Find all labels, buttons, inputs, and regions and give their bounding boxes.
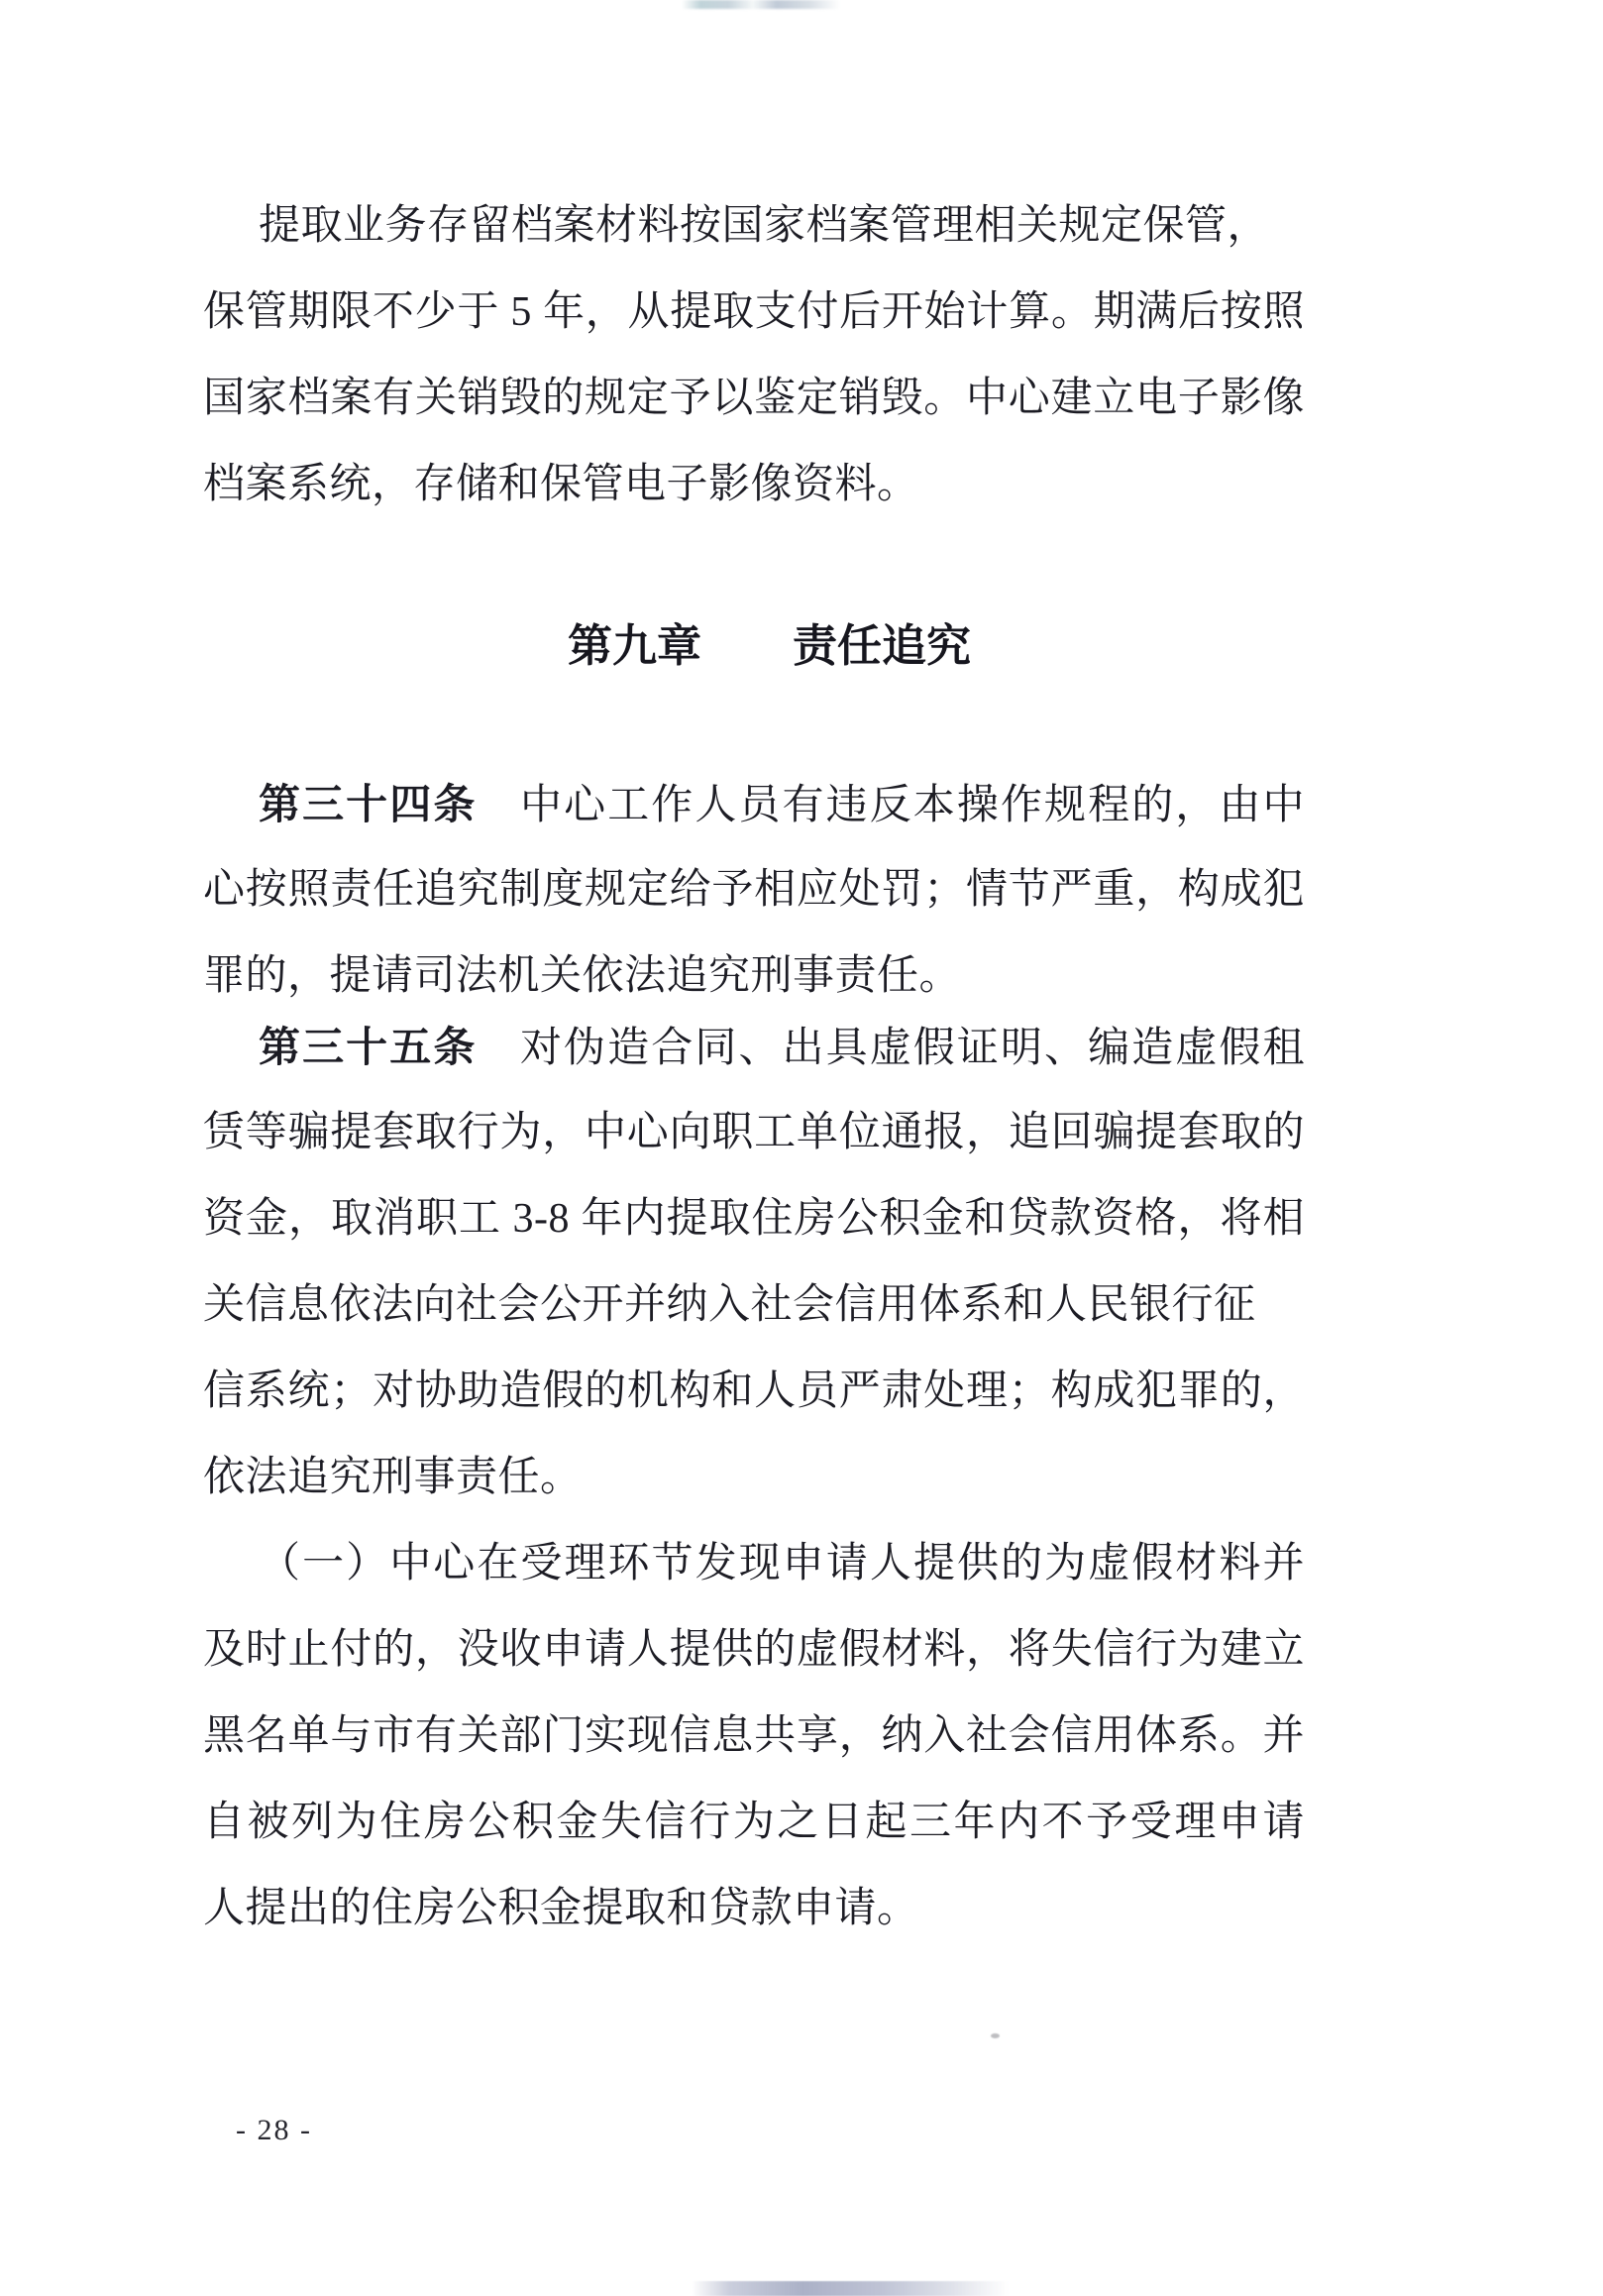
text-line: 心按照责任追究制度规定给予相应处罚；情节严重，构成犯 (203, 867, 1305, 913)
article-number: 第三十四条 (259, 781, 478, 827)
text-line: （一）中心在受理环节发现申请人提供的为虚假材料并 (259, 1541, 1305, 1586)
text-line: 资金，取消职工 3-8 年内提取住房公积金和贷款资格，将相 (203, 1196, 1305, 1242)
article-lead-text: 对伪造合同、出具虚假证明、编造虚假租 (518, 1026, 1305, 1071)
text-line (203, 1004, 1305, 1090)
article-number: 第三十五条 (259, 1024, 478, 1070)
paragraph-archive-retention (203, 183, 1305, 528)
chapter-title: 责任追究 (793, 620, 972, 671)
paragraph-article-35 (203, 1004, 1305, 1521)
text-line: 保管期限不少于 5 年，从提取支付后开始计算。期满后按照 (203, 289, 1305, 335)
paragraph-article-34 (203, 761, 1305, 1020)
text-line: 黑名单与市有关部门实现信息共享，纳入社会信用体系。并 (203, 1713, 1305, 1759)
text-line: 信系统；对协助造假的机构和人员严肃处理；构成犯罪的， (203, 1368, 1305, 1414)
text-line: 罪的，提请司法机关依法追究刑事责任。 (203, 953, 962, 999)
text-line (203, 761, 1305, 847)
text-line: 及时止付的，没收申请人提供的虚假材料，将失信行为建立 (203, 1627, 1305, 1673)
text-line: 自被列为住房公积金失信行为之日起三年内不予受理申请 (203, 1800, 1305, 1845)
scan-artifact-dot (991, 2033, 1000, 2038)
text-line: 依法追究刑事责任。 (203, 1455, 583, 1500)
text-line: 档案系统，存储和保管电子影像资料。 (203, 462, 919, 507)
text-line: 提取业务存留档案材料按国家档案管理相关规定保管， (259, 203, 1270, 249)
scan-artifact-top (682, 0, 840, 9)
chapter-number: 第九章 (568, 620, 702, 671)
chapter-heading (568, 602, 971, 689)
scan-artifact-bottom (692, 2281, 1009, 2296)
text-line: 赁等骗提套取行为，中心向职工单位通报，追回骗提套取的 (203, 1110, 1305, 1155)
text-line: 国家档案有关销毁的规定予以鉴定销毁。中心建立电子影像 (203, 376, 1305, 421)
page-number: - 28 - (236, 2114, 312, 2146)
text-line: 关信息依法向社会公开并纳入社会信用体系和人民银行征 (203, 1282, 1256, 1328)
paragraph-item-1 (203, 1521, 1305, 1952)
article-lead-text: 中心工作人员有违反本操作规程的，由中 (518, 783, 1305, 828)
text-line: 人提出的住房公积金提取和贷款申请。 (203, 1886, 919, 1931)
